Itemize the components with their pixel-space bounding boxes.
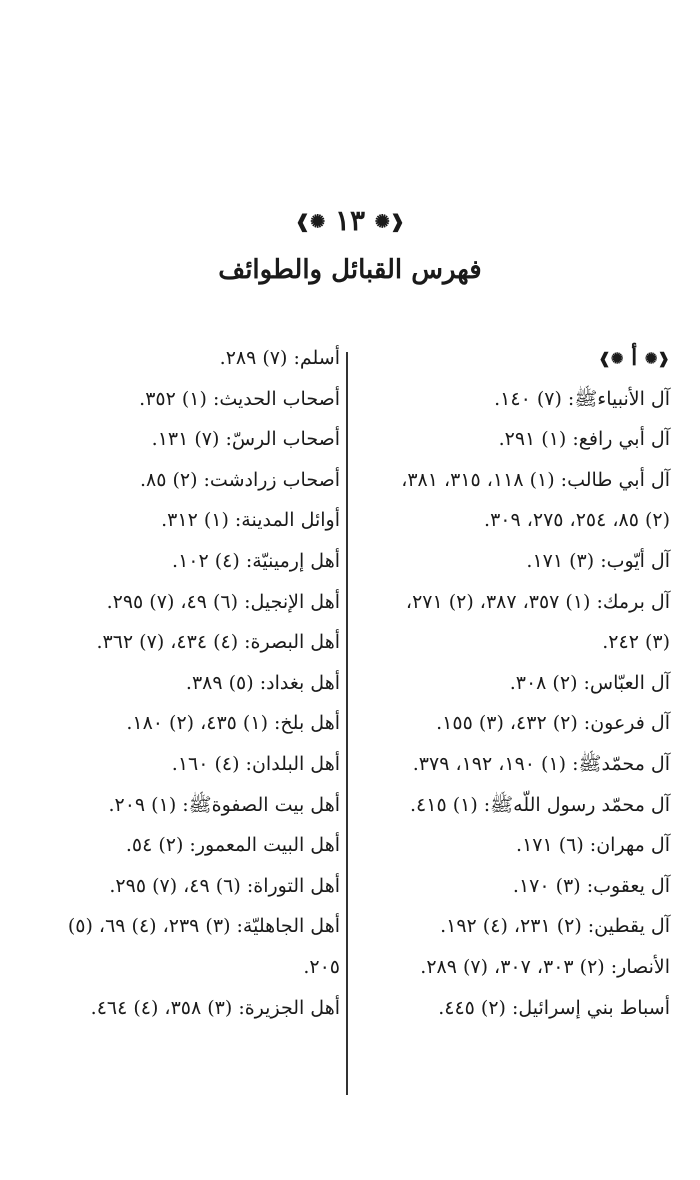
chapter-number: [0, 203, 700, 241]
index-entry: أهل بغداد: (٥) ٣٨٩.: [185, 671, 340, 694]
index-entry: آل محمّدﷺ: (١) ١٩٠، ١٩٢، ٣٧٩.: [412, 752, 670, 775]
index-entry: آل أبي رافع: (١) ٢٩١.: [498, 428, 670, 451]
index-entry: أهل إرمينيّة: (٤) ١٠٢.: [172, 549, 340, 572]
index-entry: أصحاب الحديث: (١) ٣٥٢.: [139, 387, 340, 410]
index-entry: أصحاب زرادشت: (٢) ٨٥.: [139, 468, 340, 491]
page-title: فهرس القبائل والطوائف: [218, 255, 482, 285]
index-entry: أهل الجاهليّة: (٣) ٢٣٩، (٤) ٦٩، (٥): [67, 915, 340, 938]
index-entry: آل أبي طالب: (١) ١١٨، ٣١٥، ٣٨١،: [401, 468, 670, 491]
index-entry: ٢٠٥.: [303, 955, 340, 978]
ornament-left-icon: ✺❱: [598, 349, 624, 368]
index-entry: أهل البلدان: (٤) ١٦٠.: [171, 752, 340, 775]
chapter-number-text: ١٣: [334, 204, 366, 237]
index-entry: آل برمك: (١) ٣٥٧، ٣٨٧، (٢) ٢٧١،: [405, 590, 670, 613]
section-heading: [362, 338, 670, 379]
index-entry: أهل البصرة: (٤) ٤٣٤، (٧) ٣٦٢.: [96, 631, 340, 654]
index-entry: آل العبّاس: (٢) ٣٠٨.: [509, 671, 670, 694]
column-divider: [346, 352, 348, 1095]
index-entry: أصحاب الرسّ: (٧) ١٣١.: [151, 428, 340, 451]
index-entry: آل يعقوب: (٣) ١٧٠.: [512, 874, 670, 897]
index-entry: أسباط بني إسرائيل: (٢) ٤٤٥.: [438, 996, 670, 1019]
index-entry: أهل التوراة: (٦) ٤٩، (٧) ٢٩٥.: [109, 874, 340, 897]
ornament-right-icon: ❰✺: [644, 349, 670, 368]
right-column: [362, 338, 670, 1028]
left-column: [22, 338, 340, 1028]
ornament-left-icon: ✺❱: [374, 211, 405, 233]
index-entry: آل محمّد رسول اللّهﷺ: (١) ٤١٥.: [409, 793, 670, 816]
index-entry: (٣) ٢٤٢.: [602, 631, 670, 654]
index-entry: أوائل المدينة: (١) ٣١٢.: [161, 509, 340, 532]
ornament-right-icon: ❰✺: [295, 211, 326, 233]
index-entry: أهل البيت المعمور: (٢) ٥٤.: [125, 834, 340, 857]
index-entry: آل يقطين: (٢) ٢٣١، (٤) ١٩٢.: [440, 915, 670, 938]
index-entry: (٢) ٨٥، ٢٥٤، ٢٧٥، ٣٠٩.: [484, 509, 670, 532]
index-entry: آل مهران: (٦) ١٧١.: [516, 834, 670, 857]
section-letter: أ: [631, 345, 638, 371]
index-entry: آل أيّوب: (٣) ١٧١.: [526, 549, 670, 572]
index-entry: أسلم: (٧) ٢٨٩.: [219, 347, 340, 369]
index-entry: أهل الإنجيل: (٦) ٤٩، (٧) ٢٩٥.: [106, 590, 340, 613]
index-entry: أهل بلخ: (١) ٤٣٥، (٢) ١٨٠.: [126, 712, 340, 735]
index-entry: آل الأنبياءﷺ: (٧) ١٤٠.: [494, 387, 670, 410]
index-entry: أهل بيت الصفوةﷺ: (١) ٢٠٩.: [108, 793, 340, 816]
index-entry: الأنصار: (٢) ٣٠٣، ٣٠٧، (٧) ٢٨٩.: [420, 955, 670, 978]
index-entry: آل فرعون: (٢) ٤٣٢، (٣) ١٥٥.: [436, 712, 670, 735]
index-entry: أهل الجزيرة: (٣) ٣٥٨، (٤) ٤٦٤.: [90, 996, 340, 1019]
